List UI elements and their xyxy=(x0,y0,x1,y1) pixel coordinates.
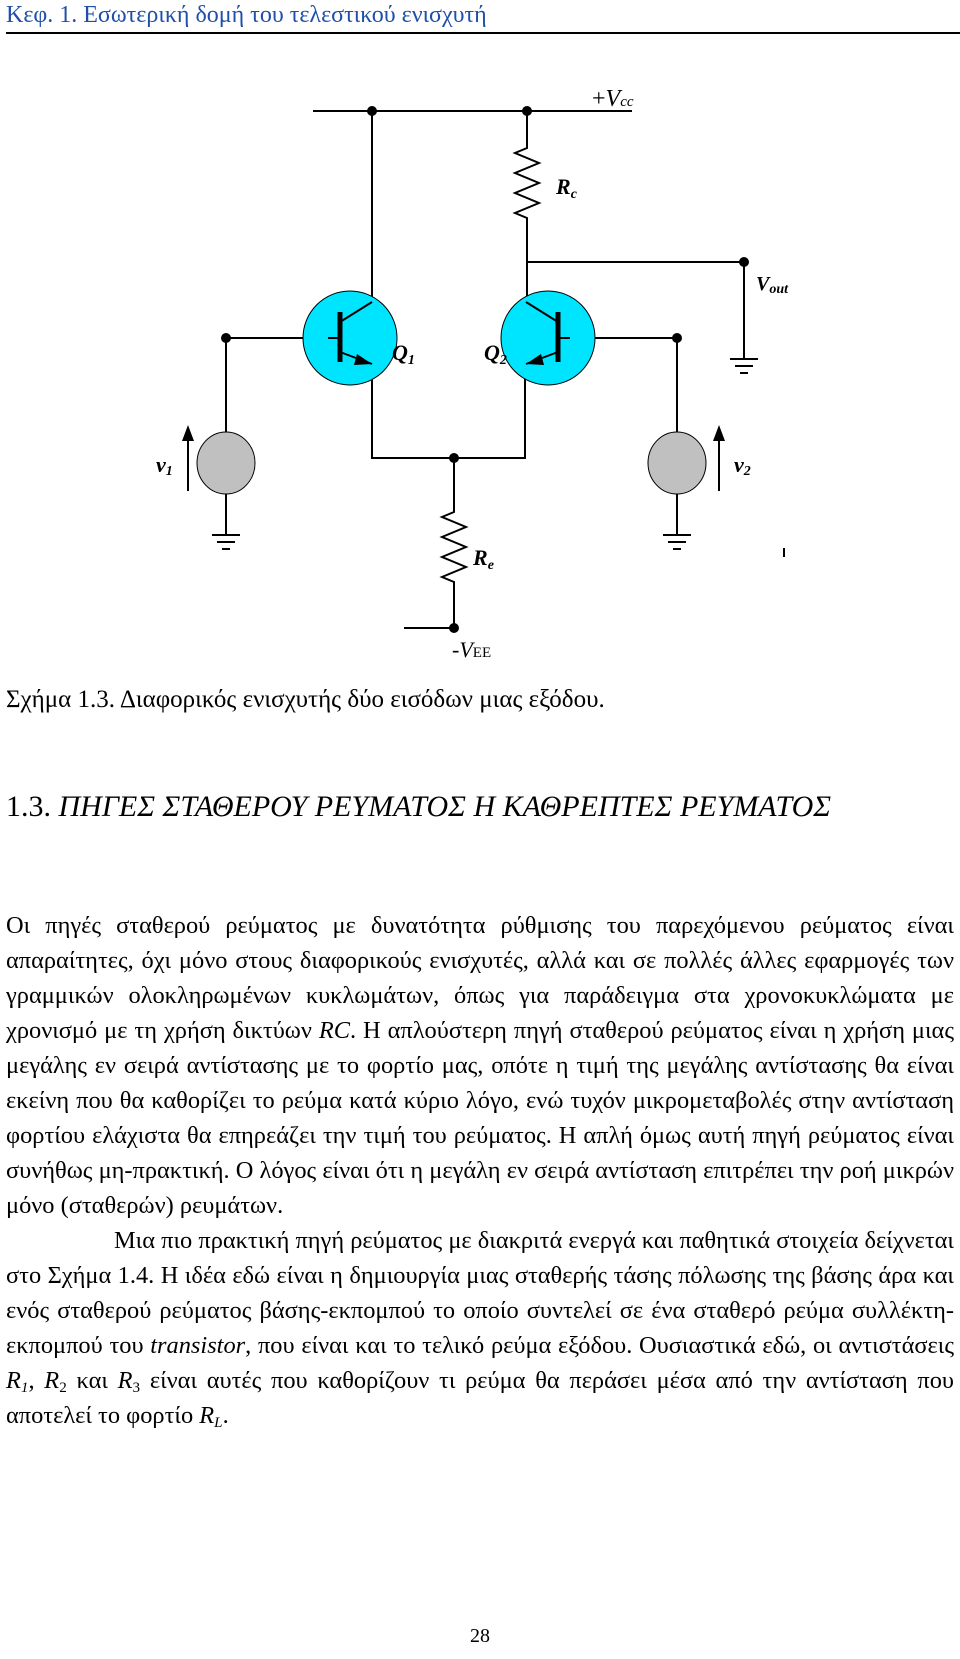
v2-arrowhead xyxy=(713,425,725,441)
rc-inline: RC xyxy=(318,1017,350,1044)
v1-arrowhead xyxy=(182,425,194,441)
body-text xyxy=(6,908,954,1433)
junction-dot-tail xyxy=(449,453,459,463)
re-label: Re xyxy=(473,545,494,573)
section-title-text: ΠΗΓΕΣ ΣΤΑΘΕΡΟΥ ΡΕΥΜΑΤΟΣ Η ΚΑΘΡΕΠΤΕΣ ΡΕΥΜΑΤΟΣ xyxy=(58,790,832,823)
junction-dot-vee xyxy=(449,623,459,633)
junction-dot-rc-top xyxy=(522,106,532,116)
vee-label: -VEE xyxy=(452,637,492,662)
vcc-label: +Vcc xyxy=(592,86,634,112)
section-number: 1.3. xyxy=(6,790,51,823)
paragraph-1: Οι πηγές σταθερού ρεύματος με δυνατότητα ρύθμισης του παρεχόμενου ρεύματος είναι απαραίτητες, όχι μόνο στους διαφορικούς ενισχυτές, αλλά και σε πολλές άλλες εφαρμογές των γραμμικών ολοκληρωμένων κυκλωμάτων, όπως για παράδειγμα στα χρονοκυκλώματα με χρονισμό με τη χρήση δικτύων RC. Η απλούστερη πηγή σταθερού ρεύματος είναι η χρήση μιας μεγάλης εν σειρά αντίστασης με το φορτίο μας, οπότε η τιμή της μεγάλης αντίστασης θα είναι εκείνη που θα καθορίζει το ρεύμα κατά κύριο λόγο, ενώ τυχόν μικρομεταβολές στην αντίσταση φορτίου ελάχιστα θα επηρεάζει την τιμή του ρεύματος. Η απλή όμως αυτή πηγή ρεύματος είναι συνήθως μη-πρακτική. Ο λόγος είναι ότι η μεγάλη εν σειρά αντίσταση επιτρέπει την ροή μικρών μόνο (σταθερών) ρευμάτων. xyxy=(6,912,954,1219)
transistor-q1 xyxy=(303,291,397,385)
q2-label: Q2 xyxy=(484,340,507,368)
vout-label: Vout xyxy=(756,273,789,297)
transistor-q2 xyxy=(501,291,595,385)
junction-dot-vout xyxy=(739,257,749,267)
figure-caption: Σχήμα 1.3. Διαφορικός ενισχυτής δύο εισόδων μιας εξόδου. xyxy=(6,686,605,713)
circuit-wires xyxy=(188,111,744,628)
ground-vout xyxy=(730,359,758,373)
rc-label: Rc xyxy=(556,174,577,202)
page-number: 28 xyxy=(470,1625,490,1647)
running-header: Κεφ. 1. Εσωτερική δομή του τελεστικού ενισχυτή xyxy=(6,0,960,34)
junction-dot-q2-base xyxy=(672,333,682,343)
ground-v2 xyxy=(663,535,691,549)
differential-amplifier-circuit xyxy=(0,40,960,680)
input-source-v1 xyxy=(197,432,255,494)
section-heading xyxy=(6,787,954,827)
ground-v1 xyxy=(212,535,240,549)
v1-label: v1 xyxy=(156,452,173,479)
v2-label: v2 xyxy=(734,452,751,479)
junction-dot-q1-base xyxy=(221,333,231,343)
transistor-term: transistor xyxy=(150,1332,246,1359)
junction-dot-q1-collector xyxy=(367,106,377,116)
input-source-v2 xyxy=(648,432,706,494)
q1-label: Q1 xyxy=(392,340,415,368)
paragraph-2: Μια πιο πρακτική πηγή ρεύματος με διακριτά ενεργά και παθητικά στοιχεία δείχνεται στο Σχήμα 1.4. Η ιδέα εδώ είναι η δημιουργία μιας σταθερής τάσης πόλωσης της βάσης άρα και ενός σταθερού ρεύματος βάσης-εκπομπού το οποίο συντελεί σε ένα σταθερό ρεύμα συλλέκτη-εκπομπού του transistor, που είναι και το τελικό ρεύμα εξόδου. Ουσιαστικά εδώ, οι αντιστάσεις $R_1$, $R_2$ και $R_3$ είναι αυτές που καθορίζουν τι ρεύμα θα περάσει μέσα από την αντίσταση που αποτελεί το φορτίο $R_L$. xyxy=(6,1227,954,1431)
